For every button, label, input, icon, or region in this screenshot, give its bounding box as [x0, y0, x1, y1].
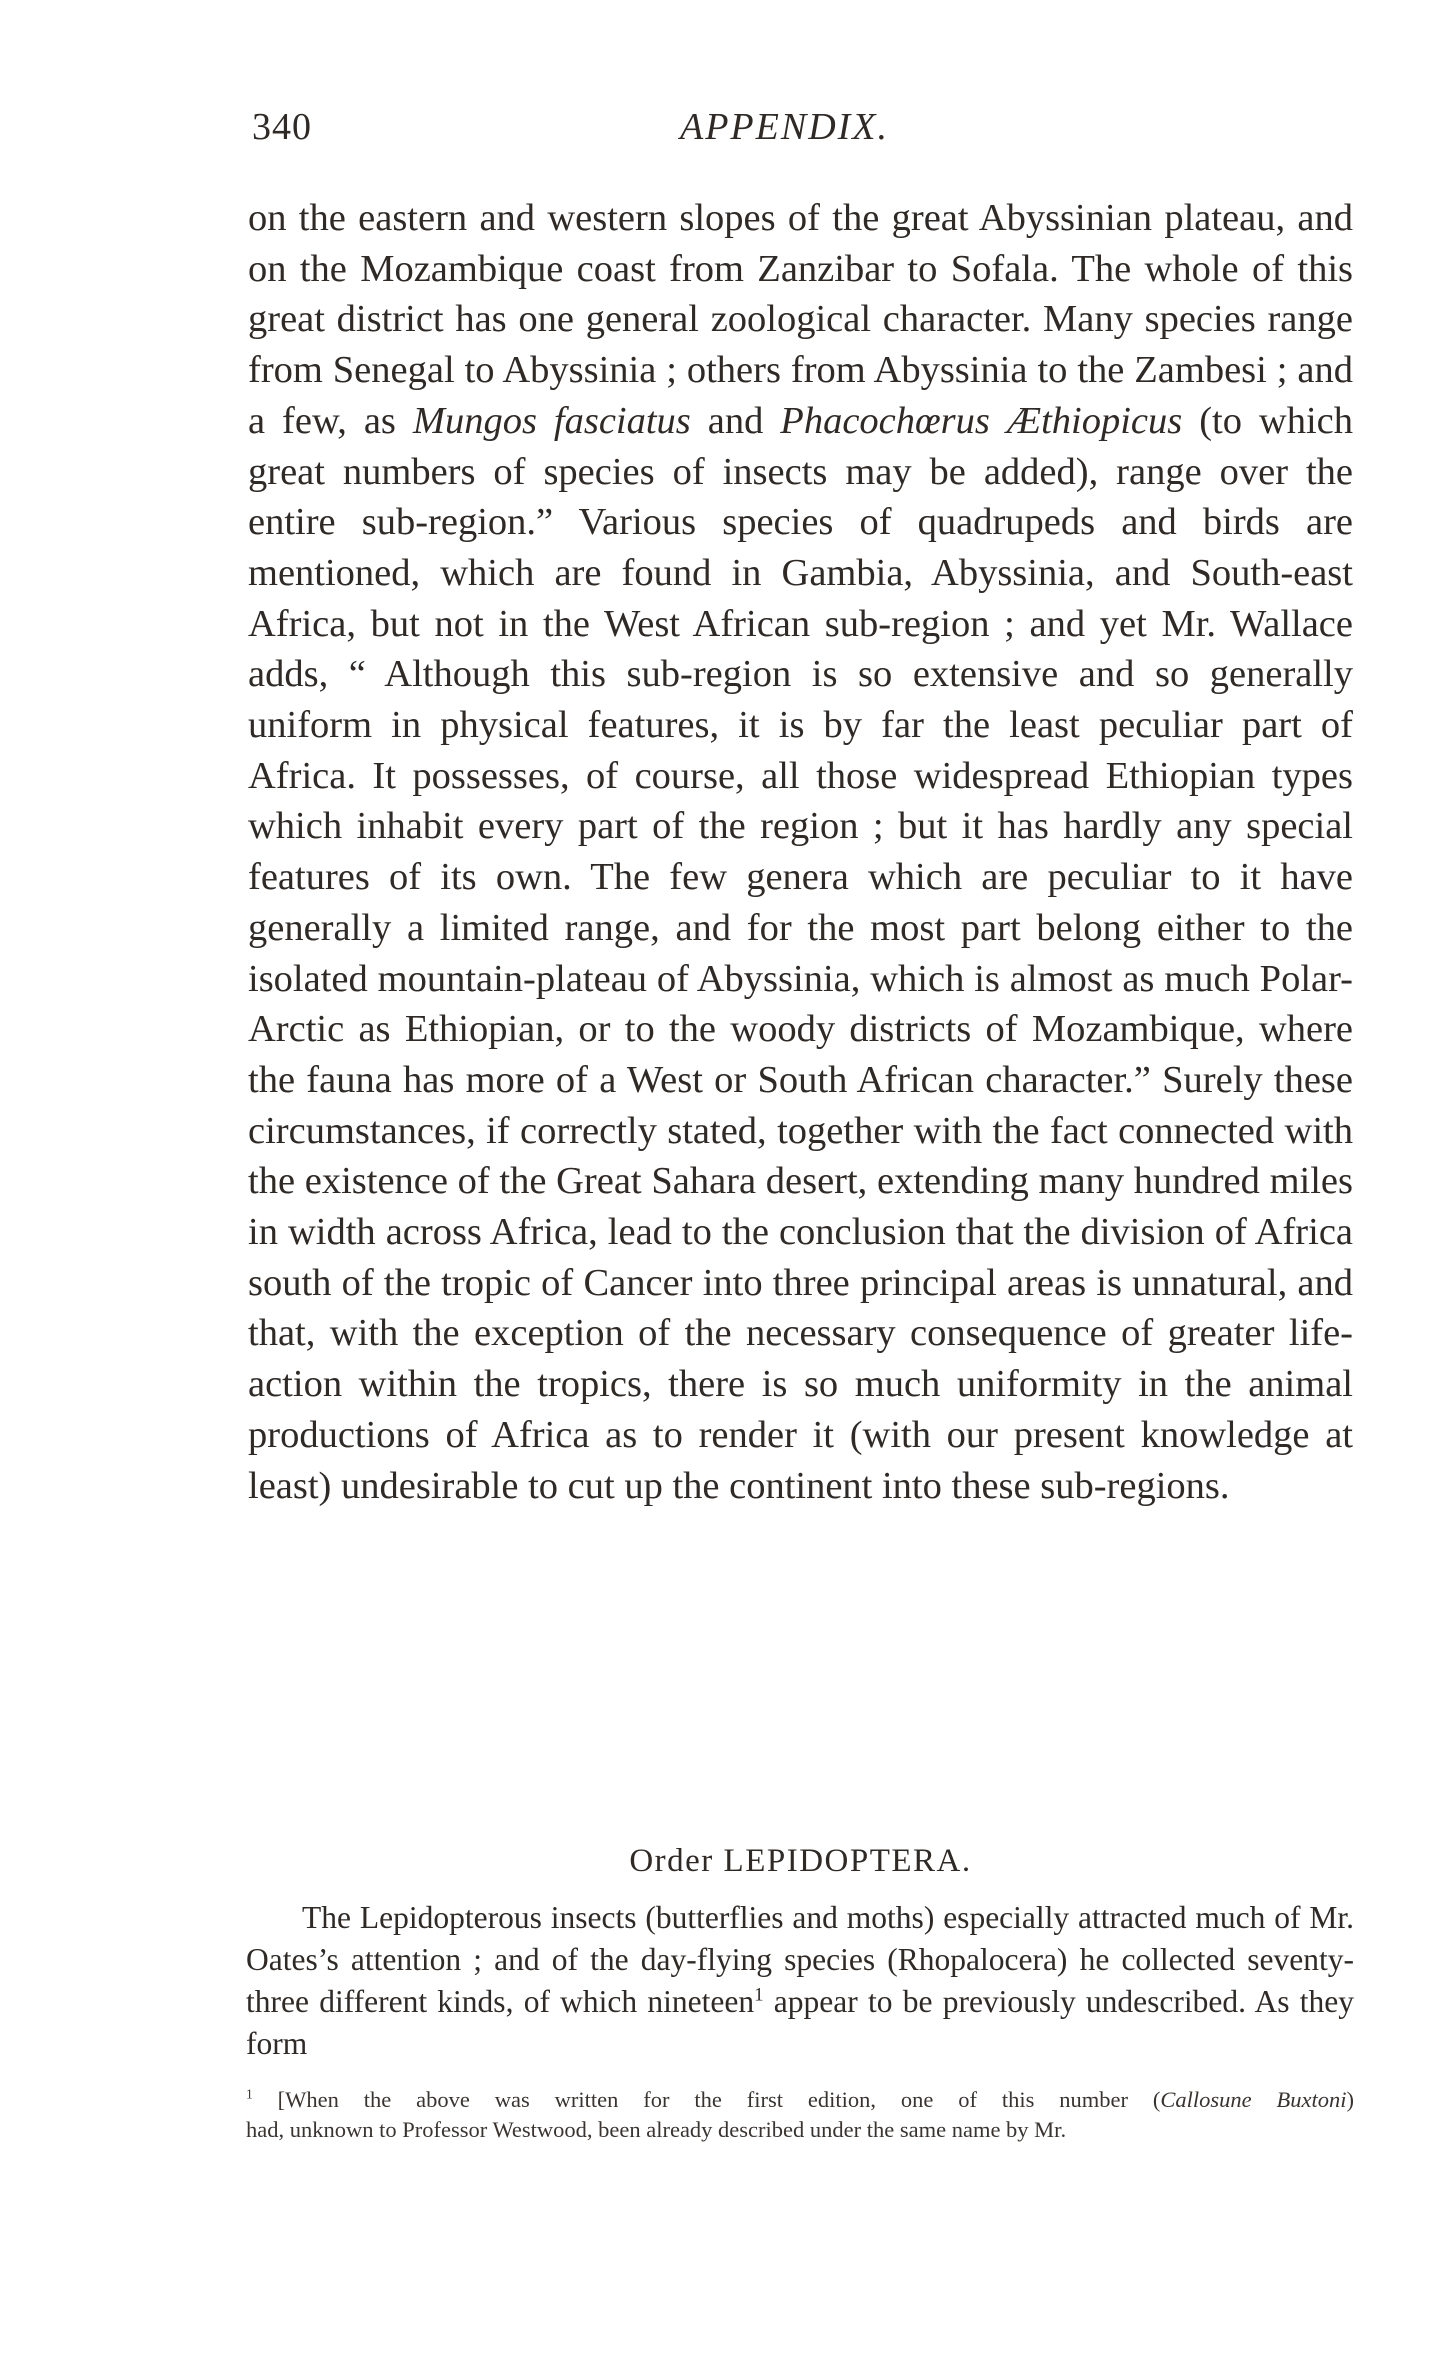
footnote-line-2: had, unknown to Professor Westwood, been already described under the same name by Mr. [246, 2117, 1067, 2142]
section-heading: Order LEPIDOPTERA. [629, 1843, 972, 1879]
page-number: 340 [252, 106, 312, 148]
footnote-species-name: Callosune Buxtoni [1160, 2087, 1347, 2112]
species-name-phacochoerus: Phacochœrus Æthiopicus [780, 399, 1183, 442]
lepidoptera-paragraph [246, 1897, 1354, 2065]
main-text-part-3: (to which great numbers of species of insects may be added), range over the entire sub-region.” Various species of quadrupeds and birds are mentioned, which are found in Gambia, Abyssinia, and South-east Africa, but not in the West African sub-region ; and yet Mr. Wallace adds, “ Although this sub-region is so extensive and so generally uniform in physical features, it is by far the least peculiar part of Africa. It possesses, of course, all those widespread Ethiopian types which inhabit every part of the region ; but it has hardly any special features of its own. The few genera which are peculiar to it have generally a limited range, and for the most part belong either to the isolated mountain-plateau of Abyssinia, which is almost as much Polar-Arctic as Ethiopian, or to the woody districts of Mozambique, where the fauna has more of a West or South African character.” Surely these circumstances, if correctly stated, together with the fact connected with the existence of the Great Sahara desert, extending many hundred miles in width across Africa, lead to the conclusion that the division of Africa south of the tropic of Cancer into three principal areas is unnatural, and that, with the exception of the necessary consequence of greater life-action within the tropics, there is so much uniformity in the animal productions of Africa as to render it (with our present knowledge at least) undesirable to cut up the continent into these sub-regions. [248, 399, 1354, 1507]
main-text-block [248, 193, 1353, 1511]
footnote-mark: 1 [246, 2086, 253, 2102]
footnote-text-after-italic: ) [1346, 2087, 1354, 2112]
footnote-reference: 1 [754, 1984, 764, 2006]
species-name-mungos: Mungos fasciatus [412, 399, 691, 442]
lepidoptera-text-after-ref: appear to be previously undescribed. As they form [246, 1984, 1354, 2061]
main-paragraph [248, 193, 1353, 1511]
footnote [246, 2085, 1354, 2145]
lepidoptera-text-before-ref: The Lepidopterous insects (butterflies and moths) especially attracted much of Mr. Oates’s attention ; and of the day-flying species (Rhopalocera) he collected seventy-three different kinds, of which nineteen [246, 1900, 1354, 2019]
lepidoptera-text-block [246, 1897, 1354, 2065]
running-title: APPENDIX. [680, 106, 890, 148]
main-text-part-1: on the eastern and western slopes of the great Abyssinian plateau, and on the Mozambique coast from Zanzibar to Sofala. The whole of this great district has one general zoological character. Many species range from Senegal to Abyssinia ; others from Abyssinia to the Zambesi ; and a few, as [248, 197, 1353, 442]
main-text-part-2: and [690, 399, 781, 442]
footnote-text-before-italic: [When the above was written for the first edition, one of this number ( [252, 2087, 1161, 2112]
running-head [252, 105, 1352, 155]
